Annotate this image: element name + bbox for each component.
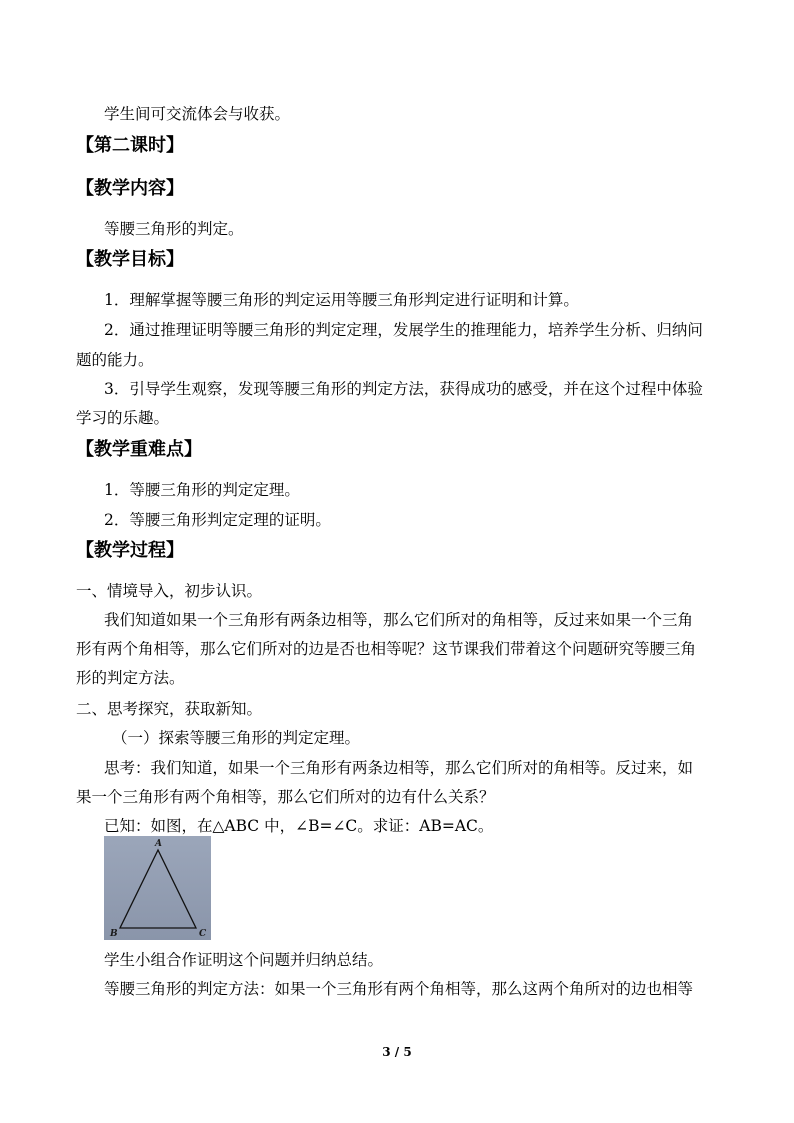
section-heading: 【第二课时】	[76, 135, 184, 156]
vertex-label-b: B	[110, 929, 118, 939]
vertex-label-c: C	[199, 929, 207, 939]
paragraph: （一）探索等腰三角形的判定定理。	[112, 729, 361, 747]
section-heading: 【教学目标】	[76, 249, 184, 270]
list-item-continued: 学习的乐趣。	[76, 409, 170, 427]
subsection-heading: 一、情境导入，初步认识。	[76, 582, 263, 600]
vertex-label-a: A	[155, 839, 162, 849]
list-item: 2．通过推理证明等腰三角形的判定定理，发展学生的推理能力，培养学生分析、归纳问	[104, 321, 703, 339]
paragraph: 已知：如图，在△ABC 中，∠B=∠C。求证：AB=AC。	[104, 817, 494, 835]
paragraph: 等腰三角形的判定方法：如果一个三角形有两个角相等，那么这两个角所对的边也相等	[104, 980, 694, 998]
list-item: 1．理解掌握等腰三角形的判定运用等腰三角形判定进行证明和计算。	[104, 291, 579, 309]
triangle-figure	[104, 836, 211, 940]
subsection-heading: 二、思考探究，获取新知。	[76, 700, 263, 718]
section-heading: 【教学重难点】	[76, 439, 202, 460]
paragraph: 等腰三角形的判定。	[104, 220, 244, 238]
paragraph: 思考：我们知道，如果一个三角形有两条边相等，那么它们所对的角相等。反过来，如	[104, 759, 694, 777]
list-item-continued: 题的能力。	[76, 351, 154, 369]
paragraph: 学生小组合作证明这个问题并归纳总结。	[104, 951, 384, 969]
list-item: 1．等腰三角形的判定定理。	[104, 481, 300, 499]
list-item: 3．引导学生观察，发现等腰三角形的判定方法，获得成功的感受，并在这个过程中体验	[104, 380, 703, 398]
section-heading: 【教学内容】	[76, 178, 184, 199]
paragraph-continued: 形有两个角相等，那么它们所对的边是否也相等呢？这节课我们带着这个问题研究等腰三角	[76, 640, 697, 658]
page-number: 3 / 5	[382, 1045, 412, 1059]
paragraph-continued: 形的判定方法。	[76, 669, 185, 687]
paragraph: 我们知道如果一个三角形有两条边相等，那么它们所对的角相等，反过来如果一个三角	[104, 611, 694, 629]
paragraph-continued: 果一个三角形有两个角相等，那么它们所对的边有什么关系？	[76, 788, 495, 806]
section-heading: 【教学过程】	[76, 540, 184, 561]
paragraph: 学生间可交流体会与收获。	[104, 105, 291, 123]
list-item: 2．等腰三角形判定定理的证明。	[104, 511, 331, 529]
triangle-shape	[120, 850, 196, 928]
